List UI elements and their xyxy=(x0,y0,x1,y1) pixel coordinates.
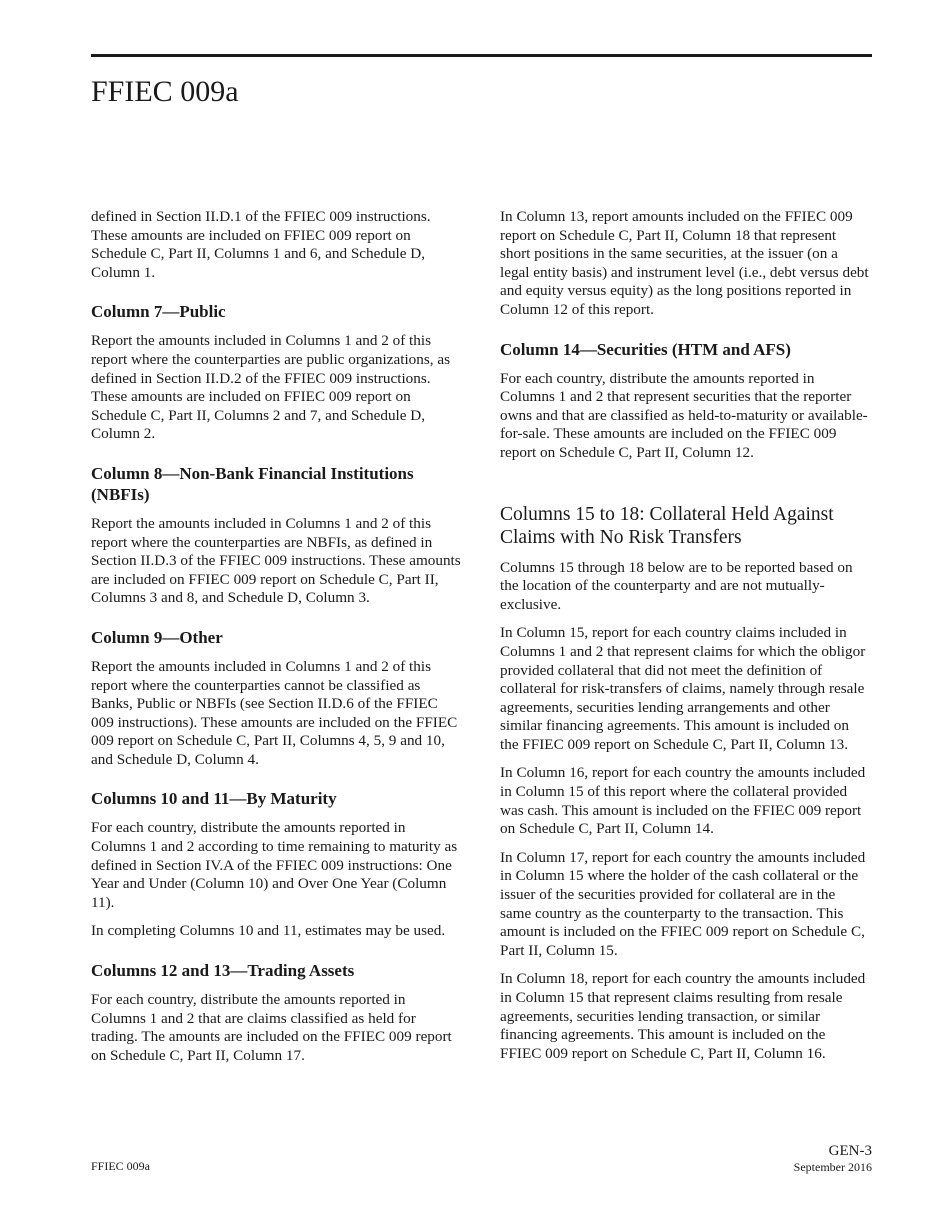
header-rule xyxy=(91,54,872,57)
paragraph-columns-12-13: For each country, distribute the amounts reported in Columns 1 and 2 that are claims classified as held for trading. The amounts are included on the FFIEC 009 report on Schedule C, Part II, Column 17. xyxy=(91,991,452,1064)
paragraph-column-13: In Column 13, report amounts included on the FFIEC 009 report on Schedule C, Part II, Column 18 that represent short positions in the same securities, at the issuer (on a legal entity basis) and instrument level (i.e., debt versus debt and equity versus equity) as the long positions reported in Column 12 of this report. xyxy=(500,208,869,318)
paragraph-columns-15-18-intro: Columns 15 through 18 below are to be reported based on the location of the counterparty and are not mutually-exclusive. xyxy=(500,558,853,613)
paragraph-columns-10-11-b: In completing Columns 10 and 11, estimates may be used. xyxy=(91,922,446,940)
paragraph-column-7: Report the amounts included in Columns 1 and 2 of this report where the counterparties are public organizations, as defined in Section II.D.2 of the FFIEC 009 instructions. These amounts are included on FFIEC 009 report on Schedule C, Part II, Columns 2 and 7, and Schedule D, Column 2. xyxy=(91,332,451,443)
paragraph-columns-10-11-a: For each country, distribute the amounts reported in Columns 1 and 2 according to time remaining to maturity as defined in Section IV.A of the FFIEC 009 instructions: One Year and Under (Column 10) and Over One Year (Column 11). xyxy=(91,819,458,911)
paragraph-column-15: In Column 15, report for each country claims included in Columns 1 and 2 that represent claims for which the obligor provided collateral that did not meet the definition of collateral for risk-transfers of claims, namely through resale agreements, securities lending arrangements and other similar financing agreements. This amount is included on the FFIEC 009 report on Schedule C, Part II, Column 13. xyxy=(500,624,866,753)
footer-form-name: FFIEC 009a xyxy=(91,1159,151,1173)
heading-columns-12-13: Columns 12 and 13—Trading Assets xyxy=(91,961,355,981)
right-column xyxy=(500,208,870,1073)
heading-column-9: Column 9—Other xyxy=(91,627,223,647)
footer-page-number: GEN-3 xyxy=(828,1143,872,1159)
paragraph-column-17: In Column 17, report for each country the amounts included in Column 15 where the holder of the cash collateral or the issuer of the securities provided for collateral are in the same country as the counterparty to the transaction. This amount is included on the FFIEC 009 report on Schedule C, Part II, Column 15. xyxy=(500,848,866,959)
paragraph-column-14: For each country, distribute the amounts reported in Columns 1 and 2 that represent securities that the reporter owns and that are classified as held-to-maturity or available-for-sale. These amounts are included on the FFIEC 009 report on Schedule C, Part II, Column 12. xyxy=(500,369,868,461)
paragraph-column-16: In Column 16, report for each country the amounts included in Column 15 of this report where the collateral provided was cash. This amount is included on the FFIEC 009 report on Schedule C, Part II, Column 14. xyxy=(500,764,866,838)
paragraph-column-8: Report the amounts included in Columns 1 and 2 of this report where the counterparties are NBFIs, as defined in Section II.D.3 of the FFIEC 009 instructions. These amounts are included on FFIEC 009 report on Schedule C, Part II, Columns 3 and 8, and Schedule D, Column 3. xyxy=(91,514,461,607)
document-title: FFIEC 009a xyxy=(91,75,239,108)
heading-column-14: Column 14—Securities (HTM and AFS) xyxy=(500,339,791,359)
heading-column-8: Column 8—Non-Bank Financial Institutions (NBFIs) xyxy=(91,463,414,504)
paragraph-intro: defined in Section II.D.1 of the FFIEC 009 instructions. These amounts are included on FFIEC 009 report on Schedule C, Part II, Columns 1 and 6, and Schedule D, Column 1. xyxy=(91,208,431,281)
paragraph-column-18: In Column 18, report for each country the amounts included in Column 15 that represent claims resulting from resale agreements, securities lending transaction, or similar financing agreements. This amount is included on the FFIEC 009 report on Schedule C, Part II, Column 16. xyxy=(500,970,866,1062)
left-column xyxy=(91,208,461,1075)
heading-columns-10-11: Columns 10 and 11—By Maturity xyxy=(91,789,337,809)
heading-column-7: Column 7—Public xyxy=(91,302,226,322)
footer-date: September 2016 xyxy=(793,1160,872,1174)
heading-columns-15-18: Columns 15 to 18: Collateral Held Against Claims with No Risk Transfers xyxy=(500,503,834,548)
paragraph-column-9: Report the amounts included in Columns 1 and 2 of this report where the counterparties cannot be classified as Banks, Public or NBFIs (see Section II.D.6 of the FFIEC 009 instructions). These amounts are included on the FFIEC 009 report on Schedule C, Part II, Columns 4, 5, 9 and 10, and Schedule D, Column 4. xyxy=(91,657,458,768)
